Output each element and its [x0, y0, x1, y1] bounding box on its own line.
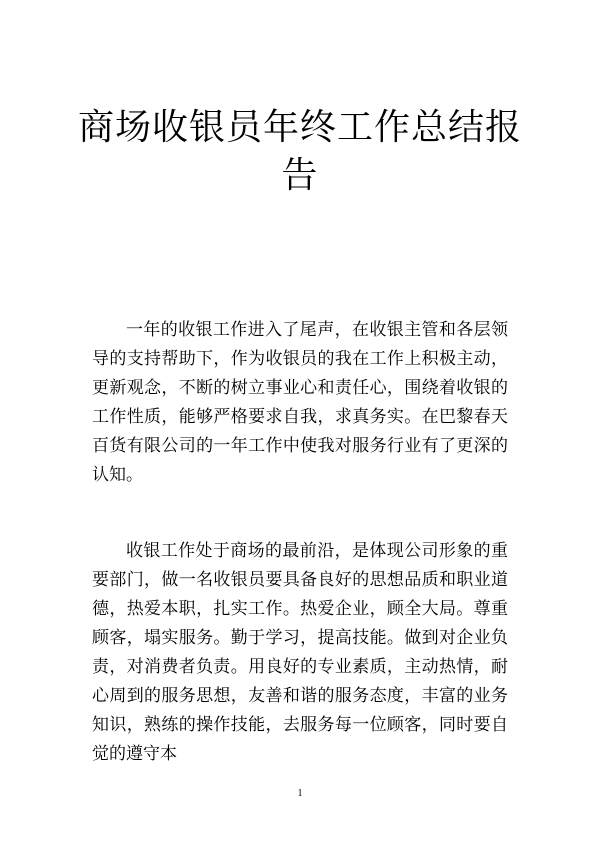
paragraph-intro: 一年的收银工作进入了尾声，在收银主管和各层领导的支持帮助下，作为收银员的我在工作上积极主动，更新观念，不断的树立事业心和责任心，围绕着收银的工作性质，能够严格要求自我，求真务实。在巴黎春天百货有限公司的一年工作中使我对服务行业有了更深的认知。 [92, 320, 508, 485]
document-title: 商场收银员年终工作总结报告 [77, 107, 522, 196]
page-number: 1 [297, 788, 303, 799]
paragraph-cashier-duties: 收银工作处于商场的最前沿，是体现公司形象的重要部门，做一名收银员要具备良好的思想品质和职业道德，热爱本职，扎实工作。热爱企业，顾全大局。尊重顾客，塌实服务。勤于学习，提高技能。做到对企业负责，对消费者负责。用良好的专业素质，主动热情，耐心周到的服务思想，友善和谐的服务态度，丰富的业务知识，熟练的操作技能，去服务每一位顾客，同时要自觉的遵守本 [92, 541, 508, 764]
